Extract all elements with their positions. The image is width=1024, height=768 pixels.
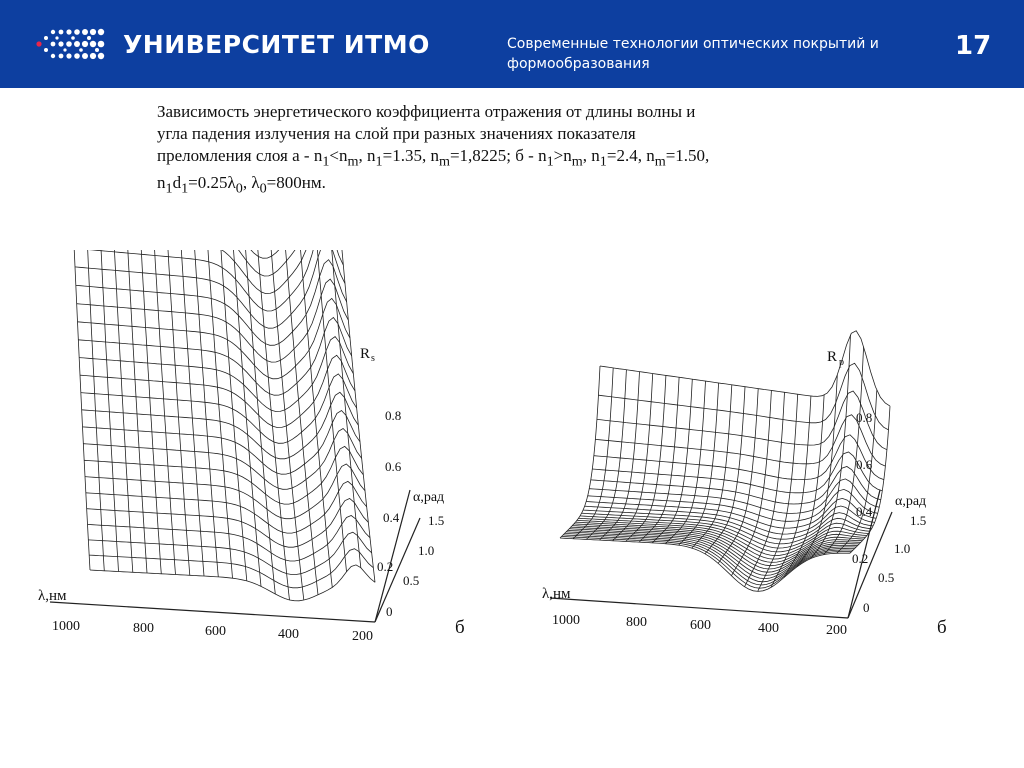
- mesh-line: [282, 250, 318, 595]
- mesh-line: [229, 250, 261, 586]
- lambda-tick: 600: [690, 618, 711, 633]
- mesh-line: [176, 250, 204, 576]
- university-logo-text: УНИВЕРСИТЕТ ИТМО: [123, 30, 430, 59]
- z-tick: 0.4: [856, 504, 873, 519]
- alpha-tick: 0.5: [403, 573, 420, 588]
- mesh-line: [824, 347, 864, 555]
- figure-caption: [157, 101, 817, 200]
- z-axis-label: R: [827, 349, 838, 365]
- z-axis-sub: p: [839, 357, 844, 368]
- surface-plot-rs: [30, 250, 470, 650]
- lambda-tick: 800: [626, 615, 647, 630]
- z-axis-label: R: [360, 346, 371, 362]
- figure-letter-left: б: [455, 617, 465, 638]
- lambda-tick: 400: [758, 621, 779, 636]
- caption-line2: угла падения излучения на слой при разных значениях показателя: [157, 124, 636, 143]
- caption-line4: $n_1d_1=0.25\lambda_0$, $\lambda_0=800нм$.: [157, 173, 326, 197]
- slide-number: 17: [955, 31, 992, 61]
- course-title: [507, 34, 927, 74]
- mesh-line: [588, 489, 878, 521]
- z-tick: 0.8: [385, 408, 402, 423]
- alpha-tick: 0: [386, 604, 393, 619]
- mesh-line: [269, 250, 304, 600]
- figure-letter-right: б: [937, 617, 947, 638]
- caption-line1: Зависимость энергетического коэффициента отражения от длины волны и: [157, 102, 696, 121]
- mesh-line: [295, 250, 332, 587]
- lambda-tick: 1000: [552, 613, 580, 628]
- mesh-line: [110, 250, 133, 572]
- alpha-tick: 1.0: [418, 543, 435, 558]
- z-axis-sub: s: [371, 353, 375, 364]
- alpha-tick: 1.0: [894, 541, 911, 556]
- z-tick: 0.6: [856, 457, 873, 472]
- z-tick: 0.4: [383, 510, 400, 525]
- lambda-tick: 200: [352, 629, 373, 644]
- lambda-axis-label: λ,нм: [542, 586, 571, 602]
- mesh-line: [586, 498, 876, 528]
- lambda-axis-label: λ,нм: [38, 588, 67, 604]
- mesh-line: [560, 366, 600, 538]
- z-tick: 0.2: [852, 551, 869, 566]
- mesh-line: [573, 368, 613, 539]
- surface-plot-rp: [530, 250, 950, 650]
- itmo-dots-logo-icon: [33, 24, 113, 64]
- mesh-line: [589, 479, 879, 514]
- alpha-axis-label: α,рад: [413, 490, 445, 505]
- alpha-tick: 1.5: [428, 513, 445, 528]
- caption-line3: преломления слоя $а - n_1<n_m$, $n_1=1.35$, $n_m=1,8225$; $б - n_1>n_m$, $n_1=2.4$, $n_m=1.50$,: [157, 146, 710, 170]
- mesh-line: [335, 250, 375, 582]
- mesh-line: [123, 250, 147, 573]
- alpha-tick: 1.5: [910, 513, 927, 528]
- slide-header: [0, 0, 1024, 88]
- alpha-axis-label: α,рад: [895, 494, 927, 509]
- lambda-tick: 200: [826, 623, 847, 638]
- course-title-line2: формообразования: [507, 56, 650, 72]
- lambda-tick: 800: [133, 621, 154, 636]
- alpha-tick: 0.5: [878, 570, 895, 585]
- mesh-line: [163, 250, 190, 575]
- surface-mesh-rs: [70, 250, 375, 601]
- mesh-line: [242, 250, 275, 594]
- lambda-tick: 1000: [52, 619, 80, 634]
- lambda-tick: 400: [278, 627, 299, 642]
- mesh-line: [203, 250, 233, 578]
- z-tick: 0.2: [377, 559, 394, 574]
- mesh-line: [595, 415, 885, 466]
- mesh-line: [150, 250, 176, 575]
- z-tick: 0.6: [385, 459, 402, 474]
- surface-mesh-rp: [560, 331, 890, 592]
- lambda-tick: 600: [205, 624, 226, 639]
- z-tick: 0.8: [856, 410, 873, 425]
- mesh-line: [600, 331, 890, 406]
- alpha-tick: 0: [863, 600, 870, 615]
- mesh-line: [72, 250, 339, 258]
- course-title-line1: Современные технологии оптических покрытий и: [507, 36, 879, 52]
- mesh-line: [97, 250, 119, 572]
